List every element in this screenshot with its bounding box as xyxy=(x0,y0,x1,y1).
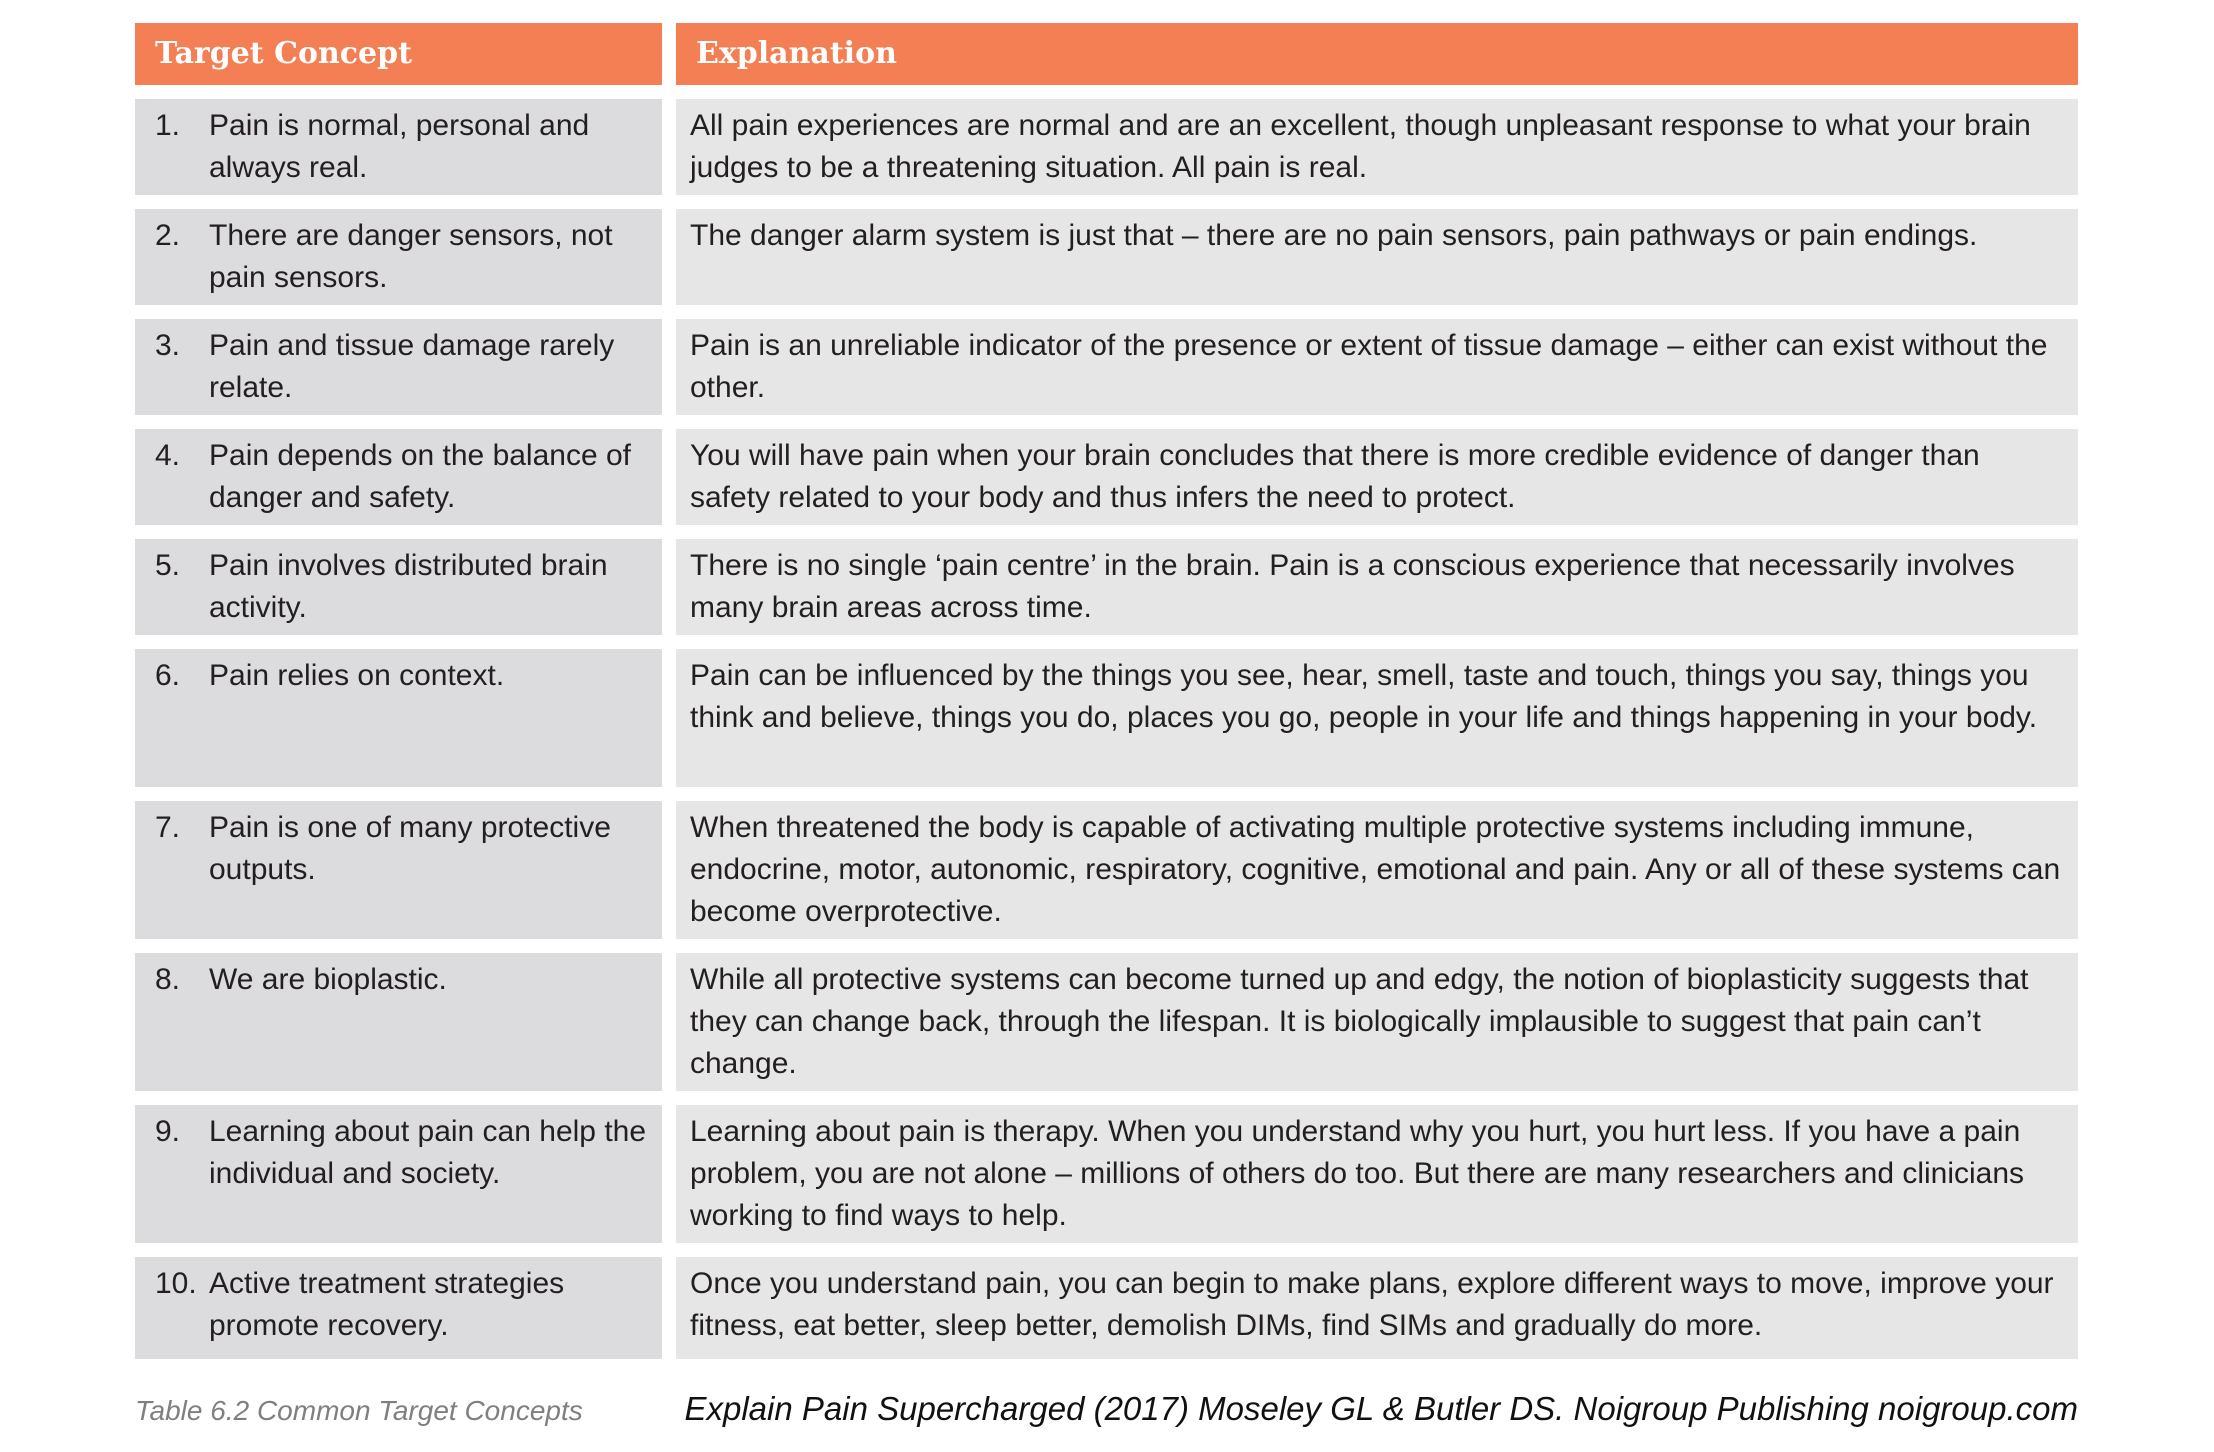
concept-cell xyxy=(135,99,662,195)
concept-text: Pain is normal, personal and always real. xyxy=(209,109,590,184)
concept-cell xyxy=(135,209,662,305)
concept-cell xyxy=(135,429,662,525)
row-number: 2. xyxy=(155,219,181,252)
row-number: 4. xyxy=(155,439,181,472)
concept-cell xyxy=(135,649,662,787)
concept-cell xyxy=(135,1105,662,1243)
header-cell-explanation xyxy=(676,23,2078,85)
table-header-row xyxy=(135,23,2078,85)
row-number: 8. xyxy=(155,963,181,996)
explanation-cell: Pain is an unreliable indicator of the presence or extent of tissue damage – either can exist without the other. xyxy=(676,319,2078,415)
concept-cell xyxy=(135,953,662,1091)
row-number: 10. xyxy=(155,1267,197,1300)
row-number: 6. xyxy=(155,659,181,692)
explanation-cell: You will have pain when your brain concludes that there is more credible evidence of danger than safety related to your body and thus infers the need to protect. xyxy=(676,429,2078,525)
explanation-cell: When threatened the body is capable of activating multiple protective systems including immune, endocrine, motor, autonomic, respiratory, cognitive, emotional and pain. Any or all of these systems can become overprotective. xyxy=(676,801,2078,939)
table-row xyxy=(135,1257,2078,1359)
explanation-cell: Once you understand pain, you can begin to make plans, explore different ways to move, improve your fitness, eat better, sleep better, demolish DIMs, find SIMs and gradually do more. xyxy=(676,1257,2078,1359)
table-row xyxy=(135,649,2078,787)
row-number: 9. xyxy=(155,1115,181,1148)
explanation-cell: There is no single ‘pain centre’ in the brain. Pain is a conscious experience that necessarily involves many brain areas across time. xyxy=(676,539,2078,635)
table-caption: Table 6.2 Common Target Concepts xyxy=(135,1395,583,1426)
table-row xyxy=(135,99,2078,195)
header-explanation: Explanation xyxy=(696,36,897,71)
concept-cell xyxy=(135,319,662,415)
concept-text: Pain involves distributed brain activity. xyxy=(209,549,608,624)
concept-text: Pain depends on the balance of danger and safety. xyxy=(209,439,632,514)
table-row xyxy=(135,953,2078,1091)
row-number: 5. xyxy=(155,549,181,582)
concept-text: There are danger sensors, not pain sensors. xyxy=(209,219,613,294)
concept-cell xyxy=(135,801,662,939)
table-row xyxy=(135,319,2078,415)
row-number: 1. xyxy=(155,109,181,142)
concept-text: We are bioplastic. xyxy=(209,963,447,996)
table-row xyxy=(135,1105,2078,1243)
table-row xyxy=(135,429,2078,525)
explanation-cell: Pain can be influenced by the things you see, hear, smell, taste and touch, things you say, things you think and believe, things you do, places you go, people in your life and things happening in your body. xyxy=(676,649,2078,787)
table-row xyxy=(135,539,2078,635)
source-citation: Explain Pain Supercharged (2017) Moseley GL & Butler DS. Noigroup Publishing noigroup.com xyxy=(684,1390,2078,1427)
row-number: 7. xyxy=(155,811,181,844)
explanation-cell: Learning about pain is therapy. When you understand why you hurt, you hurt less. If you have a pain problem, you are not alone – millions of others do too. But there are many researchers and clinicians working to find ways to help. xyxy=(676,1105,2078,1243)
header-target-concept: Target Concept xyxy=(155,36,412,71)
header-cell-concept xyxy=(135,23,662,85)
row-number: 3. xyxy=(155,329,181,362)
target-concepts-table xyxy=(135,23,2078,1373)
concept-cell xyxy=(135,1257,662,1359)
explanation-cell: All pain experiences are normal and are an excellent, though unpleasant response to what your brain judges to be a threatening situation. All pain is real. xyxy=(676,99,2078,195)
concept-cell xyxy=(135,539,662,635)
caption-bar xyxy=(135,1390,2078,1428)
table-row xyxy=(135,801,2078,939)
concept-text: Pain and tissue damage rarely relate. xyxy=(209,329,615,404)
explanation-cell: The danger alarm system is just that – there are no pain sensors, pain pathways or pain endings. xyxy=(676,209,2078,305)
concept-text: Active treatment strategies promote recovery. xyxy=(209,1267,565,1342)
explanation-cell: While all protective systems can become turned up and edgy, the notion of bioplasticity suggests that they can change back, through the lifespan. It is biologically implausible to suggest that pain can’t change. xyxy=(676,953,2078,1091)
concept-text: Pain relies on context. xyxy=(209,659,505,692)
concept-text: Learning about pain can help the individual and society. xyxy=(209,1115,647,1190)
table-row xyxy=(135,209,2078,305)
concept-text: Pain is one of many protective outputs. xyxy=(209,811,611,886)
